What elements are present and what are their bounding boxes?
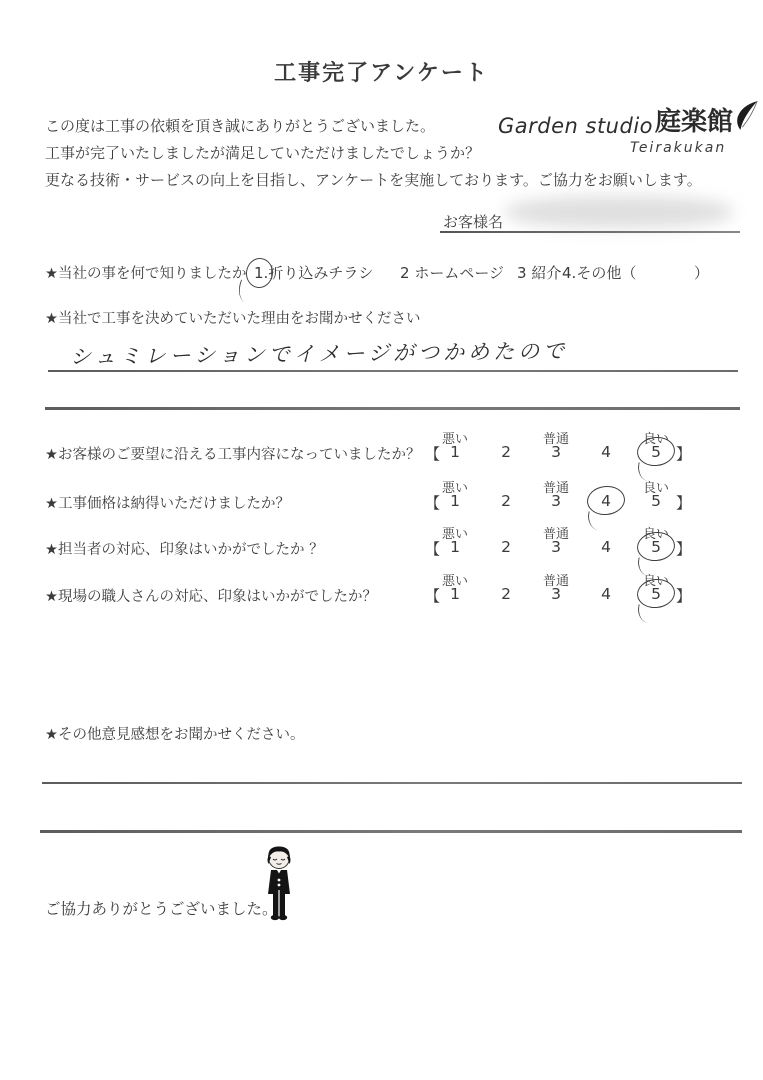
customer-name-underline [440, 231, 740, 233]
scale-label-good: 良い [642, 527, 669, 542]
handwritten-circle-mark [586, 484, 627, 517]
question-source-label: ★当社の事を何で知りましたか [45, 266, 247, 282]
rating-scale [425, 428, 715, 476]
scale-number-2: 2 [501, 585, 511, 603]
intro-line-2: 工事が完了いたしましたが満足していただけましたでしょうか？ [45, 144, 481, 162]
scale-label-good: 良い [642, 432, 669, 447]
scale-label-good: 良い [642, 574, 669, 589]
scale-number-2: 2 [501, 443, 511, 461]
scale-open-bracket: 【 [425, 445, 441, 463]
scale-number-4: 4 [591, 492, 621, 510]
scale-number-3: 3 [551, 492, 561, 510]
scale-number-2: 2 [501, 538, 511, 556]
scale-number-4: 4 [601, 443, 611, 461]
redacted-customer-name [505, 196, 733, 228]
rating-row-craftsmen [45, 570, 745, 618]
scale-number-5: 5 [651, 492, 661, 510]
scale-open-bracket: 【 [425, 540, 441, 558]
scale-close-bracket: 】 [676, 445, 692, 463]
scale-number-2: 2 [501, 492, 511, 510]
scale-number-3: 3 [551, 443, 561, 461]
scale-number-5: 5 [641, 538, 671, 556]
rating-row-price [45, 477, 745, 525]
comment-line-1 [42, 782, 742, 784]
scale-label-normal: 普通 [542, 432, 569, 447]
rating-question-label: ★現場の職人さんの対応、印象はいかがでしたか？ [45, 589, 377, 605]
scale-number-4: 4 [601, 585, 611, 603]
handwritten-answer: シュミレーションでイメージがつかめたので [69, 338, 569, 370]
scale-number-1: 1 [450, 538, 460, 556]
logo-romaji-text: Teirakukan [630, 140, 727, 156]
scale-close-bracket: 】 [676, 587, 692, 605]
rating-question-label: ★お客様のご要望に沿える工事内容になっていましたか？ [45, 447, 421, 463]
scale-label-bad: 悪い [441, 432, 468, 447]
question-reason-label: ★当社で工事を決めていただいた理由をお聞かせください [45, 311, 421, 327]
source-option-4: 4.その他（ [562, 264, 637, 282]
logo-brand-text: Garden studio [498, 114, 654, 138]
scale-label-bad: 悪い [441, 481, 468, 496]
rating-row-work-content [45, 428, 745, 476]
scale-label-bad: 悪い [441, 574, 468, 589]
scale-label-bad: 悪い [441, 527, 468, 542]
source-option-3-number: 3 [517, 264, 527, 282]
rating-scale [425, 523, 715, 571]
scale-label-good: 良い [642, 481, 669, 496]
customer-name-label: お客様名 [443, 213, 504, 231]
source-option-2-number: 2 [400, 264, 410, 282]
source-option-4-number: 4. [562, 264, 577, 282]
scale-label-normal: 普通 [542, 527, 569, 542]
rating-scale [425, 477, 715, 525]
scale-label-normal: 普通 [542, 574, 569, 589]
source-option-1: 1. 折り込みチラシ [254, 262, 373, 283]
answer-line-2 [45, 407, 740, 410]
leaf-icon [734, 100, 760, 136]
rating-question-label: ★担当者の対応、印象はいかがでしたか ？ [45, 542, 324, 558]
source-option-closing-paren: ） [694, 264, 710, 282]
source-option-1-number: 1. [254, 264, 268, 282]
scale-number-4: 4 [601, 538, 611, 556]
intro-line-3: 更なる技術・サービスの向上を目指し、アンケートを実施しております。ご協力をお願いします。 [45, 171, 702, 189]
source-option-2: 2 ホームページ [400, 264, 505, 282]
comment-line-2 [40, 830, 742, 833]
company-logo [498, 100, 760, 156]
scale-number-5: 5 [641, 443, 671, 461]
logo-kanji-text: 庭楽館 [655, 107, 734, 137]
scale-number-3: 3 [551, 585, 561, 603]
scale-number-5: 5 [641, 585, 671, 603]
scale-number-1: 1 [450, 492, 460, 510]
handwritten-circle-mark [244, 256, 275, 289]
thanks-text: ご協力ありがとうございました。 [45, 900, 278, 918]
scale-open-bracket: 【 [425, 494, 441, 512]
scale-number-3: 3 [551, 538, 561, 556]
scale-close-bracket: 】 [676, 540, 692, 558]
source-option-3: 3 紹介 [517, 264, 562, 282]
answer-line-1 [48, 370, 738, 372]
rating-row-staff [45, 523, 745, 571]
question-other-label: ★その他意見感想をお聞かせください。 [45, 727, 305, 743]
scale-number-1: 1 [450, 443, 460, 461]
rating-scale [425, 570, 715, 618]
scale-number-1: 1 [450, 585, 460, 603]
page-title: 工事完了アンケート [274, 61, 489, 86]
scale-close-bracket: 】 [676, 494, 692, 512]
scale-label-normal: 普通 [542, 481, 569, 496]
intro-line-1: この度は工事の依頼を頂き誠にありがとうございました。 [45, 117, 436, 135]
rating-question-label: ★工事価格は納得いただけましたか？ [45, 496, 290, 512]
scale-open-bracket: 【 [425, 587, 441, 605]
